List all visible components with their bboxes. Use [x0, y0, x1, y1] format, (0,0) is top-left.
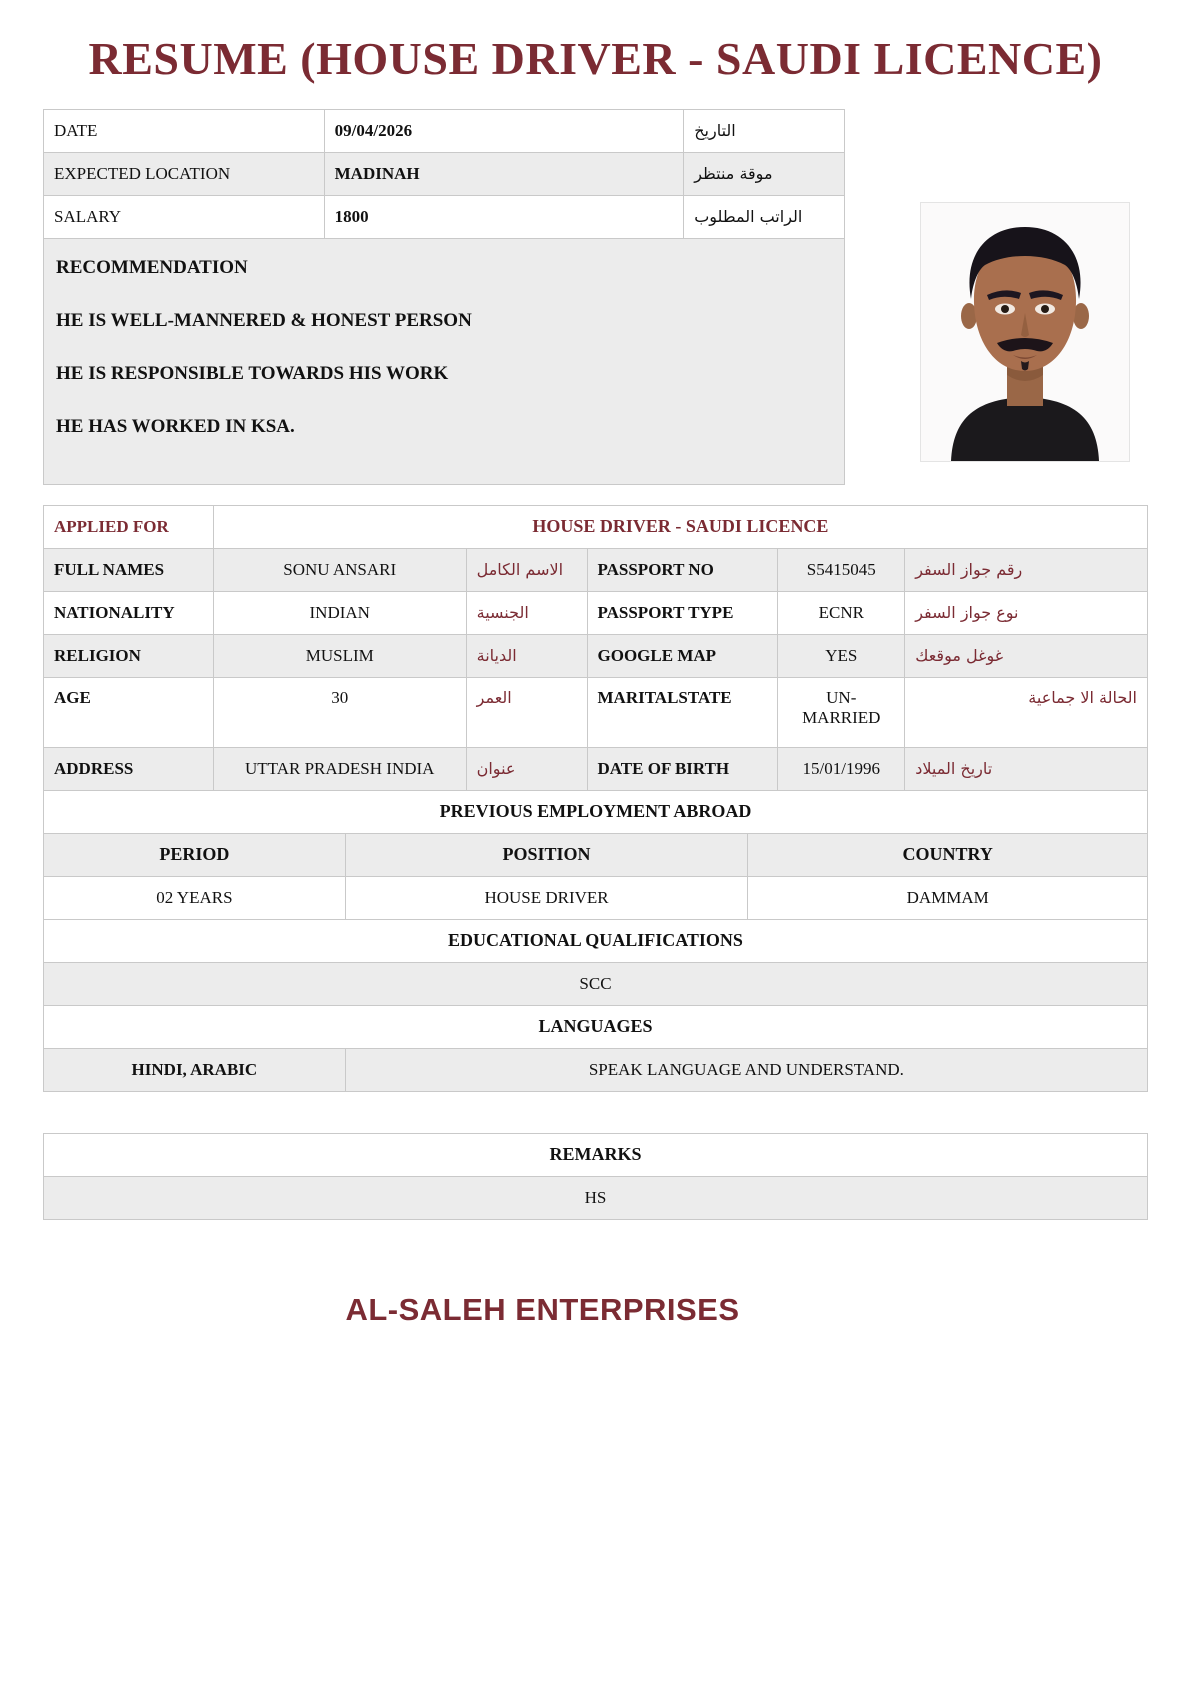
- age-label: AGE: [44, 678, 214, 748]
- languages-label: HINDI, ARABIC: [44, 1049, 346, 1092]
- education-value-row: [44, 963, 1148, 1006]
- salary-label: SALARY: [44, 196, 325, 239]
- languages-value: SPEAK LANGUAGE AND UNDERSTAND.: [346, 1049, 1148, 1092]
- full-names-label-arabic: الاسم الكامل: [467, 549, 588, 592]
- age-label-arabic: العمر: [467, 678, 588, 748]
- employment-header-row: [44, 834, 1148, 877]
- recommendation-line: HE IS RESPONSIBLE TOWARDS HIS WORK: [56, 362, 449, 384]
- recommendation-line: HE HAS WORKED IN KSA.: [56, 415, 295, 437]
- section-row: [44, 920, 1148, 963]
- religion-label-arabic: الديانة: [467, 635, 588, 678]
- religion-label: RELIGION: [44, 635, 214, 678]
- applicant-photo: [920, 202, 1130, 462]
- table-row: [44, 592, 1148, 635]
- applied-for-label: APPLIED FOR: [44, 506, 214, 549]
- company-name: AL-SALEH ENTERPRISES: [345, 1291, 740, 1327]
- details-table: [43, 505, 1148, 1092]
- nationality-label: NATIONALITY: [44, 592, 214, 635]
- marital-state-label-arabic: الحالة الا جماعية: [1028, 687, 1137, 707]
- table-row: [44, 549, 1148, 592]
- nationality-label-arabic: الجنسية: [467, 592, 588, 635]
- table-row: [44, 196, 845, 239]
- previous-employment-title: PREVIOUS EMPLOYMENT ABROAD: [44, 791, 1148, 834]
- recommendation-title: RECOMMENDATION: [56, 256, 248, 278]
- remarks-value-row: [44, 1177, 1148, 1220]
- period-header: PERIOD: [44, 834, 346, 877]
- salary-value: 1800: [325, 196, 685, 239]
- table-row: [44, 678, 1148, 748]
- remarks-title-row: [44, 1134, 1148, 1177]
- expected-location-value: MADINAH: [325, 153, 685, 196]
- header-section: [43, 109, 1148, 485]
- page-title: RESUME (HOUSE DRIVER - SAUDI LICENCE): [88, 33, 1103, 84]
- position-value: HOUSE DRIVER: [346, 877, 749, 920]
- address-label: ADDRESS: [44, 748, 214, 791]
- google-map-label-arabic: غوغل موقعك: [905, 635, 1148, 678]
- country-value: DAMMAM: [748, 877, 1148, 920]
- passport-type-label-arabic: نوع جواز السفر: [905, 592, 1148, 635]
- section-row: [44, 791, 1148, 834]
- religion-value: MUSLIM: [214, 635, 467, 678]
- address-value: UTTAR PRADESH INDIA: [214, 748, 467, 791]
- marital-state-value: UN-MARRIED: [802, 687, 881, 727]
- table-row: [44, 110, 845, 153]
- google-map-label: GOOGLE MAP: [588, 635, 779, 678]
- full-names-value: SONU ANSARI: [214, 549, 467, 592]
- education-value: SCC: [44, 963, 1148, 1006]
- applicant-photo-image: [921, 203, 1129, 461]
- section-row: [44, 1006, 1148, 1049]
- table-row: [44, 748, 1148, 791]
- passport-no-value: S5415045: [778, 549, 905, 592]
- languages-title: LANGUAGES: [44, 1006, 1148, 1049]
- salary-label-arabic: الراتب المطلوب: [684, 196, 845, 239]
- date-of-birth-label: DATE OF BIRTH: [588, 748, 779, 791]
- date-value: 09/04/2026: [325, 110, 685, 153]
- header-table: [43, 109, 845, 239]
- passport-no-label: PASSPORT NO: [588, 549, 779, 592]
- full-names-label: FULL NAMES: [44, 549, 214, 592]
- position-header: POSITION: [346, 834, 749, 877]
- remarks-value: HS: [44, 1177, 1148, 1220]
- nationality-value: INDIAN: [214, 592, 467, 635]
- date-of-birth-label-arabic: تاريخ الميلاد: [905, 748, 1148, 791]
- expected-location-label: EXPECTED LOCATION: [44, 153, 325, 196]
- recommendation-block: [43, 239, 845, 485]
- passport-no-label-arabic: رقم جواز السفر: [905, 549, 1148, 592]
- education-title: EDUCATIONAL QUALIFICATIONS: [44, 920, 1148, 963]
- age-value: 30: [214, 678, 467, 748]
- remarks-table: [43, 1133, 1148, 1220]
- date-label: DATE: [44, 110, 325, 153]
- address-label-arabic: عنوان: [467, 748, 588, 791]
- employment-value-row: [44, 877, 1148, 920]
- date-label-arabic: التاريخ: [684, 110, 845, 153]
- date-of-birth-value: 15/01/1996: [778, 748, 905, 791]
- google-map-value: YES: [778, 635, 905, 678]
- period-value: 02 YEARS: [44, 877, 346, 920]
- remarks-title: REMARKS: [44, 1134, 1148, 1177]
- passport-type-value: ECNR: [778, 592, 905, 635]
- passport-type-label: PASSPORT TYPE: [588, 592, 779, 635]
- applied-for-value: HOUSE DRIVER - SAUDI LICENCE: [214, 506, 1148, 549]
- recommendation-line: HE IS WELL-MANNERED & HONEST PERSON: [56, 309, 472, 331]
- marital-state-label: MARITALSTATE: [588, 678, 779, 748]
- applied-for-row: [44, 506, 1148, 549]
- table-row: [44, 153, 845, 196]
- country-header: COUNTRY: [748, 834, 1148, 877]
- expected-location-label-arabic: موقة منتظر: [684, 153, 845, 196]
- languages-value-row: [44, 1049, 1148, 1092]
- table-row: [44, 635, 1148, 678]
